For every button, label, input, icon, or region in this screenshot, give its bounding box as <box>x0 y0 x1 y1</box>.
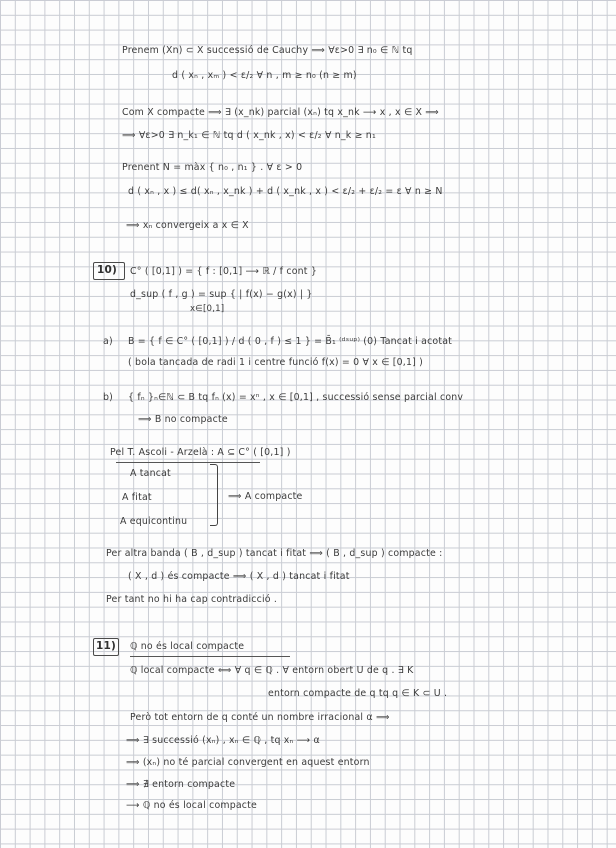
text-line: C° ( [0,1] ) = { f : [0,1] ⟶ ℝ / f cont } <box>130 266 317 277</box>
text-line: entorn compacte de q tq q ∈ K ⊂ U . <box>268 688 448 699</box>
brace <box>210 464 218 526</box>
text-line: ℚ no és local compacte <box>130 641 245 652</box>
item-label: a) <box>103 336 113 347</box>
text-line: ℚ local compacte ⟺ ∀ q ∈ ℚ . ∀ entorn obert U de q . ∃ K <box>130 665 414 676</box>
text-line: Per altra banda ( B , d_sup ) tancat i fitat ⟹ ( B , d_sup ) compacte : <box>106 548 443 559</box>
text-line: Com X compacte ⟹ ∃ (x_nk) parcial (xₙ) tq x_nk ⟶ x , x ∈ X ⟹ <box>122 107 439 118</box>
text-line: Per tant no hi ha cap contradicció . <box>106 594 278 605</box>
text-line: A tancat <box>130 468 171 479</box>
text-line: ⟹ xₙ convergeix a x ∈ X <box>126 220 249 231</box>
text-line: A fitat <box>122 492 152 503</box>
exercise-number: 10) <box>97 264 118 276</box>
text-line: ⟹ ∄ entorn compacte <box>126 779 236 790</box>
text-line: B = { f ∈ C° ( [0,1] ) / d ( 0 , f ) ≤ 1 } = B̄₁ ⁽ᵈˢᵘᵖ⁾ (0) Tancat i acotat <box>128 336 453 347</box>
text-line: ( bola tancada de radi 1 i centre funció f(x) = 0 ∀ x ∈ [0,1] ) <box>128 357 424 368</box>
text-line: ⟹ B no compacte <box>138 414 228 425</box>
text-line: ( X , d ) és compacte ⟹ ( X , d ) tancat i fitat <box>128 571 350 582</box>
text-line: ⟹ A compacte <box>228 491 303 502</box>
exercise-number: 11) <box>96 640 117 652</box>
text-line: { fₙ }ₙ∈ℕ ⊂ B tq fₙ (x) = xⁿ , x ∈ [0,1] , successió sense parcial conv <box>128 392 464 403</box>
text-line: Però tot entorn de q conté un nombre irracional α ⟹ <box>130 712 390 723</box>
text-line: d_sup ( f , g ) = sup { | f(x) − g(x) | } <box>130 289 313 300</box>
text-line: Prenem (Xn) ⊂ X successió de Cauchy ⟹ ∀ε>0 ∃ n₀ ∈ ℕ tq <box>122 45 413 56</box>
item-label: b) <box>103 392 114 403</box>
text-line: ⟹ (xₙ) no té parcial convergent en aquest entorn <box>126 757 370 768</box>
text-line: ⟶ ℚ no és local compacte <box>126 800 258 811</box>
text-line: ⟹ ∀ε>0 ∃ n_k₁ ∈ ℕ tq d ( x_nk , x) < ε/₂ ∀ n_k ≥ n₁ <box>122 130 376 141</box>
underline <box>116 462 260 463</box>
text-line: Pel T. Ascoli - Arzelà : A ⊆ C° ( [0,1] ) <box>110 447 291 458</box>
text-line: A equicontinu <box>120 516 188 527</box>
text-line: ⟹ ∃ successió (xₙ) , xₙ ∈ ℚ , tq xₙ ⟶ α <box>126 735 320 746</box>
text-line: d ( xₙ , xₘ ) < ε/₂ ∀ n , m ≥ n₀ (n ≥ m) <box>172 70 357 81</box>
subscript-line: x∈[0,1] <box>190 304 225 314</box>
underline <box>130 656 290 657</box>
text-line: d ( xₙ , x ) ≤ d( xₙ , x_nk ) + d ( x_nk , x ) < ε/₂ + ε/₂ = ε ∀ n ≥ N <box>128 186 443 197</box>
text-line: Prenent N = màx { n₀ , n₁ } . ∀ ε > 0 <box>122 162 303 173</box>
